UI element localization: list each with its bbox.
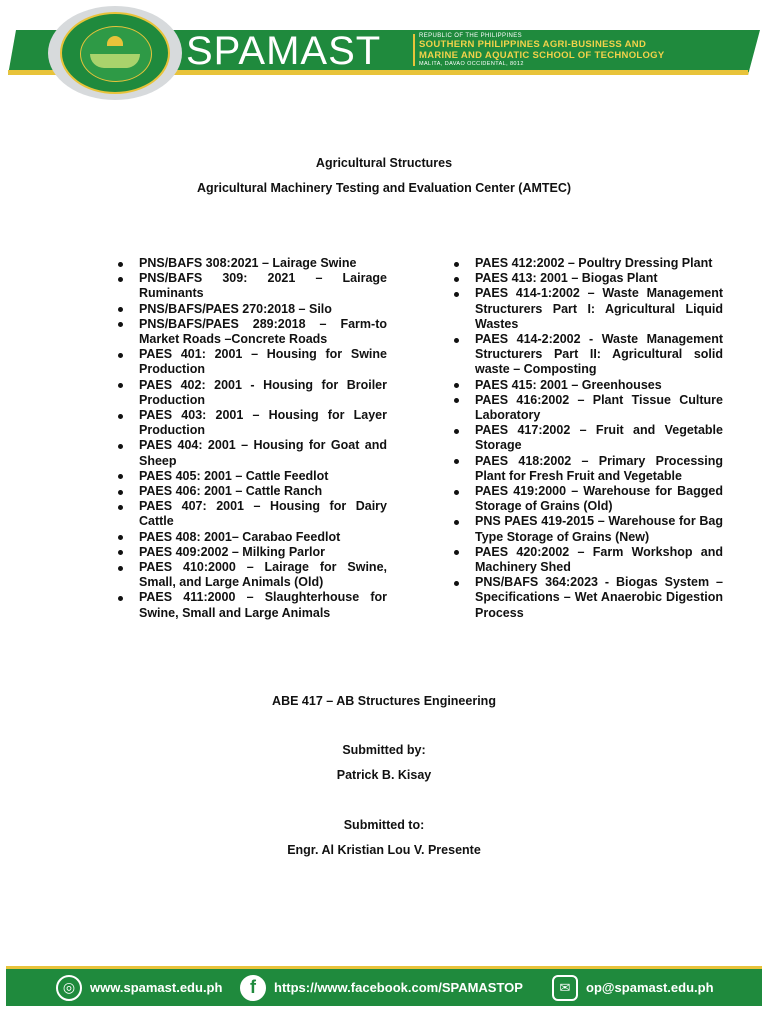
- letterhead-footer: [6, 966, 762, 1006]
- list-item: PAES 420:2002 – Farm Workshop and Machinery Shed: [453, 545, 723, 575]
- list-item: PAES 419:2000 – Warehouse for Bagged Storage of Grains (Old): [453, 484, 723, 514]
- list-item: PAES 410:2000 – Lairage for Swine, Small, and Large Animals (Old): [117, 560, 387, 590]
- list-item: PAES 408: 2001– Carabao Feedlot: [117, 530, 387, 545]
- list-item: PAES 401: 2001 – Housing for Swine Production: [117, 347, 387, 377]
- submitted-by-label: Submitted by:: [342, 743, 426, 757]
- submitted-by-name: Patrick B. Kisay: [336, 768, 432, 782]
- submitted-to-label: Submitted to:: [343, 818, 425, 832]
- course-title: ABE 417 – AB Structures Engineering: [272, 694, 496, 708]
- letterhead: [0, 0, 768, 100]
- footer-facebook[interactable]: [240, 969, 523, 1006]
- brand-subtitle: [419, 33, 665, 68]
- brand-sub-line2: MARINE AND AQUATIC SCHOOL OF TECHNOLOGY: [419, 49, 665, 61]
- footer-website[interactable]: [56, 969, 222, 1006]
- list-item: PNS/BAFS/PAES 289:2018 – Farm-to Market Roads –Concrete Roads: [117, 317, 387, 347]
- list-item: PAES 412:2002 – Poultry Dressing Plant: [453, 256, 723, 271]
- footer-email[interactable]: [552, 969, 714, 1006]
- brand-sub-line3: MALITA, DAVAO OCCIDENTAL, 8012: [419, 61, 524, 67]
- list-item: PNS PAES 419-2015 – Warehouse for Bag Type Storage of Grains (New): [453, 514, 723, 544]
- footer-email-text: op@spamast.edu.ph: [586, 980, 714, 995]
- list-item: PAES 404: 2001 – Housing for Goat and Sheep: [117, 438, 387, 468]
- list-item: PAES 415: 2001 – Greenhouses: [453, 378, 723, 393]
- list-item: PAES 414-2:2002 - Waste Management Structurers Part II: Agricultural solid waste – Composting: [453, 332, 723, 378]
- standards-list-left: [117, 256, 387, 621]
- list-item: PAES 413: 2001 – Biogas Plant: [453, 271, 723, 286]
- list-item: PAES 403: 2001 – Housing for Layer Production: [117, 408, 387, 438]
- list-item: PNS/BAFS 308:2021 – Lairage Swine: [117, 256, 387, 271]
- list-item: PAES 405: 2001 – Cattle Feedlot: [117, 469, 387, 484]
- list-item: PAES 414-1:2002 – Waste Management Structurers Part I: Agricultural Liquid Wastes: [453, 286, 723, 332]
- mail-icon: ✉: [552, 975, 578, 1001]
- brand-divider: [413, 34, 415, 66]
- globe-icon: ◎: [56, 975, 82, 1001]
- list-item: PAES 411:2000 – Slaughterhouse for Swine, Small and Large Animals: [117, 590, 387, 620]
- facebook-icon: f: [240, 975, 266, 1001]
- list-item: PAES 416:2002 – Plant Tissue Culture Laboratory: [453, 393, 723, 423]
- document-subtitle: Agricultural Machinery Testing and Evaluation Center (AMTEC): [196, 181, 572, 195]
- document-title: Agricultural Structures: [315, 156, 453, 170]
- list-item: PAES 402: 2001 - Housing for Broiler Production: [117, 378, 387, 408]
- submitted-to-name: Engr. Al Kristian Lou V. Presente: [287, 843, 481, 857]
- list-item: PNS/BAFS/PAES 270:2018 – Silo: [117, 302, 387, 317]
- list-item: PNS/BAFS 364:2023 - Biogas System – Specifications – Wet Anaerobic Digestion Process: [453, 575, 723, 621]
- list-item: PAES 407: 2001 – Housing for Dairy Cattle: [117, 499, 387, 529]
- footer-website-text: www.spamast.edu.ph: [90, 980, 223, 995]
- list-item: PAES 418:2002 – Primary Processing Plant for Fresh Fruit and Vegetable: [453, 454, 723, 484]
- list-item: PAES 409:2002 – Milking Parlor: [117, 545, 387, 560]
- brand-sub-line0: REPUBLIC OF THE PHILIPPINES: [419, 33, 523, 39]
- seal-sun: [107, 36, 123, 46]
- seal-field: [90, 54, 140, 68]
- brand-sub-line1: SOUTHERN PHILIPPINES AGRI-BUSINESS AND: [419, 39, 647, 50]
- footer-facebook-text: https://www.facebook.com/SPAMASTOP: [274, 980, 523, 995]
- school-seal-logo: [60, 12, 170, 94]
- standards-list-right: [453, 256, 723, 621]
- list-item: PNS/BAFS 309: 2021 – Lairage Ruminants: [117, 271, 387, 301]
- brand-name: SPAMAST: [186, 29, 382, 73]
- list-item: PAES 417:2002 – Fruit and Vegetable Storage: [453, 423, 723, 453]
- list-item: PAES 406: 2001 – Cattle Ranch: [117, 484, 387, 499]
